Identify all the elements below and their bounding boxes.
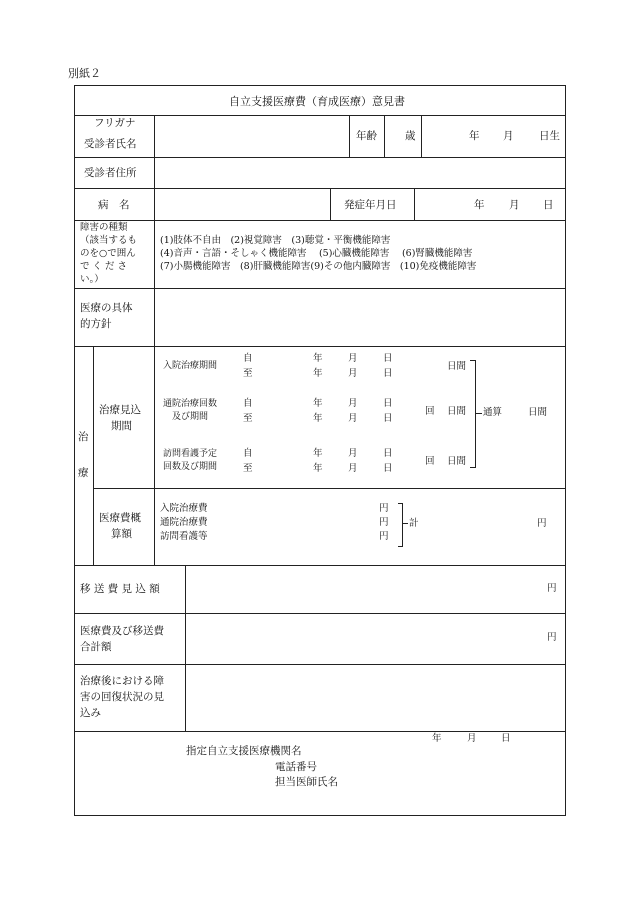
patient-name-input[interactable]	[156, 137, 348, 156]
inpatient-from-year: 年	[313, 353, 323, 364]
footer-year: 年	[432, 733, 442, 744]
outpatient-label: 通院治療回数	[163, 399, 218, 409]
treatment-period-label-2: 期間	[111, 420, 132, 432]
inpatient-to-year: 年	[313, 368, 323, 379]
inpatient-to-month: 月	[348, 368, 358, 379]
outpatient-from-day: 日	[383, 398, 393, 409]
attachment-label: 別紙２	[68, 67, 101, 80]
disability-options-line-2[interactable]: (4)音声・言語・そしゃく機能障害 (5)心臓機能障害 (6)腎臓機能障害	[160, 248, 473, 259]
cost-sum-label: 計	[409, 518, 419, 529]
inpatient-from-month: 月	[348, 353, 358, 364]
policy-label-2: 的方針	[80, 318, 112, 330]
transport-yen: 円	[547, 583, 557, 594]
visit-to-day: 日	[383, 463, 393, 474]
visit-from-day: 日	[383, 448, 393, 459]
inpatient-period-label: 入院治療期間	[163, 361, 218, 371]
treatment-side-label-1: 治	[78, 431, 89, 443]
policy-input[interactable]	[156, 290, 564, 345]
onset-day: 日	[543, 199, 554, 211]
disability-hint-2: のを○で囲ん	[80, 248, 136, 259]
transport-label: 移 送 費 見 込 額	[80, 583, 160, 595]
inpatient-to-day: 日	[383, 368, 393, 379]
cost-visit-yen: 円	[379, 531, 389, 542]
furigana-label: フリガナ	[94, 117, 136, 129]
address-input[interactable]	[156, 159, 564, 187]
disability-options-line-1[interactable]: (1)肢体不自由 (2)視覚障害 (3)聴覚・平衡機能障害	[160, 235, 391, 246]
cost-inpatient-yen: 円	[379, 503, 389, 514]
cost-estimate-label-2: 算額	[111, 528, 132, 540]
dob-year: 年	[469, 130, 480, 142]
inpatient-from-day: 日	[383, 353, 393, 364]
recovery-label-2: 害の回復状況の見	[80, 691, 164, 703]
recovery-label: 治療後における障	[80, 675, 164, 687]
phone-label: 電話番号	[275, 761, 317, 773]
furigana-input[interactable]	[156, 117, 348, 135]
inpatient-days: 日間	[447, 361, 467, 372]
visit-from: 自	[243, 448, 253, 459]
visit-to: 至	[243, 463, 253, 474]
visit-to-year: 年	[313, 463, 323, 474]
visit-days: 日間	[447, 456, 467, 467]
grand-total-input[interactable]	[187, 615, 564, 663]
form-title: 自立支援医療費（育成医療）意見書	[229, 95, 405, 108]
transport-input[interactable]	[187, 567, 564, 612]
cost-brace	[398, 503, 403, 547]
grand-total-label-2: 合計額	[80, 641, 112, 653]
recovery-input[interactable]	[187, 666, 564, 730]
age-label: 年齢	[356, 130, 377, 142]
disease-label: 病 名	[98, 199, 130, 211]
outpatient-to: 至	[243, 413, 253, 424]
cost-estimate-label: 医療費概	[99, 512, 141, 524]
outpatient-days: 日間	[447, 406, 467, 417]
footer-month: 月	[467, 733, 477, 744]
total-period-days: 日間	[528, 407, 548, 418]
outpatient-label-2: 及び期間	[163, 412, 209, 422]
outpatient-to-month: 月	[348, 413, 358, 424]
inpatient-to: 至	[243, 368, 253, 379]
disability-hint-3: で く だ さ	[80, 261, 128, 272]
visit-from-month: 月	[348, 448, 358, 459]
outpatient-from-month: 月	[348, 398, 358, 409]
grand-total-yen: 円	[547, 632, 557, 643]
outpatient-from-year: 年	[313, 398, 323, 409]
dob-month: 月	[503, 130, 514, 142]
outpatient-to-year: 年	[313, 413, 323, 424]
disease-input[interactable]	[156, 190, 328, 219]
period-brace	[470, 360, 476, 468]
cost-outpatient-yen: 円	[379, 517, 389, 528]
dob-day: 日生	[539, 130, 560, 142]
cost-sum-yen: 円	[537, 518, 547, 529]
doctor-label: 担当医師氏名	[275, 776, 338, 788]
patient-name-label: 受診者氏名	[84, 138, 137, 150]
visit-label: 訪問看護予定	[163, 449, 218, 459]
cost-item-visit: 訪問看護等	[160, 531, 208, 542]
policy-label: 医療の具体	[80, 302, 133, 314]
onset-year: 年	[474, 199, 485, 211]
treatment-period-label: 治療見込	[99, 404, 141, 416]
visit-label-2: 回数及び期間	[163, 462, 218, 472]
disability-label: 障害の種類	[80, 222, 128, 233]
age-unit: 歳	[405, 130, 416, 142]
disability-options-line-3[interactable]: (7)小腸機能障害 (8)肝臓機能障害(9)その他内臓障害 (10)免疫機能障害	[160, 261, 477, 272]
institution-label: 指定自立支援医療機関名	[186, 745, 302, 757]
onset-month: 月	[509, 199, 520, 211]
outpatient-from: 自	[243, 398, 253, 409]
grand-total-label: 医療費及び移送費	[80, 625, 164, 637]
disability-hint-4: い。）	[80, 274, 104, 285]
disability-hint-1: （該当するも	[80, 235, 138, 246]
treatment-side-label-2: 療	[78, 467, 89, 479]
visit-to-month: 月	[348, 463, 358, 474]
visit-times: 回	[425, 456, 435, 467]
cost-item-outpatient: 通院治療費	[160, 517, 208, 528]
recovery-label-3: 込み	[80, 707, 101, 719]
outpatient-times: 回	[425, 406, 435, 417]
inpatient-from: 自	[243, 353, 253, 364]
total-period-label: 通算	[483, 407, 503, 418]
address-label: 受診者住所	[84, 167, 137, 179]
outpatient-to-day: 日	[383, 413, 393, 424]
footer-day: 日	[501, 733, 511, 744]
cost-item-inpatient: 入院治療費	[160, 503, 208, 514]
visit-from-year: 年	[313, 448, 323, 459]
onset-label: 発症年月日	[344, 199, 397, 211]
